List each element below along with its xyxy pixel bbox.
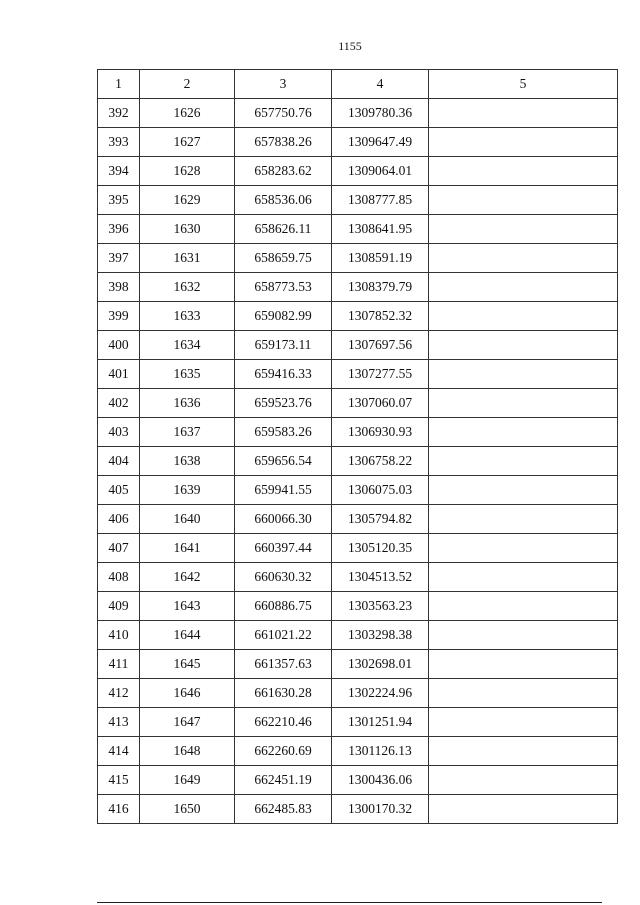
row-number-cell: 401	[98, 360, 140, 389]
row-number-cell: 408	[98, 563, 140, 592]
note-cell	[429, 737, 618, 766]
point-number-cell: 1637	[140, 418, 235, 447]
note-cell	[429, 389, 618, 418]
note-cell	[429, 186, 618, 215]
point-number-cell: 1650	[140, 795, 235, 824]
row-number-cell: 413	[98, 708, 140, 737]
header-cell-2: 2	[140, 70, 235, 99]
point-number-cell: 1648	[140, 737, 235, 766]
point-number-cell: 1641	[140, 534, 235, 563]
point-number-cell: 1639	[140, 476, 235, 505]
table-row	[98, 766, 618, 795]
table-row	[98, 157, 618, 186]
row-number-cell: 396	[98, 215, 140, 244]
coordinate-y-cell: 1308591.19	[332, 244, 429, 273]
point-number-cell: 1626	[140, 99, 235, 128]
row-number-cell: 410	[98, 621, 140, 650]
point-number-cell: 1631	[140, 244, 235, 273]
coordinate-y-cell: 1302224.96	[332, 679, 429, 708]
coordinate-x-cell: 658626.11	[235, 215, 332, 244]
table-row	[98, 592, 618, 621]
row-number-cell: 406	[98, 505, 140, 534]
coordinate-x-cell: 660886.75	[235, 592, 332, 621]
note-cell	[429, 766, 618, 795]
coordinate-x-cell: 659941.55	[235, 476, 332, 505]
table-row	[98, 795, 618, 824]
note-cell	[429, 650, 618, 679]
coordinate-x-cell: 658659.75	[235, 244, 332, 273]
coordinate-y-cell: 1309064.01	[332, 157, 429, 186]
table-row	[98, 563, 618, 592]
table-row	[98, 302, 618, 331]
coordinate-y-cell: 1306930.93	[332, 418, 429, 447]
coordinate-x-cell: 659523.76	[235, 389, 332, 418]
coordinate-x-cell: 657838.26	[235, 128, 332, 157]
note-cell	[429, 418, 618, 447]
note-cell	[429, 534, 618, 563]
coordinate-y-cell: 1304513.52	[332, 563, 429, 592]
point-number-cell: 1632	[140, 273, 235, 302]
note-cell	[429, 273, 618, 302]
coordinate-x-cell: 662451.19	[235, 766, 332, 795]
note-cell	[429, 476, 618, 505]
row-number-cell: 405	[98, 476, 140, 505]
coordinate-y-cell: 1302698.01	[332, 650, 429, 679]
table-row	[98, 389, 618, 418]
note-cell	[429, 128, 618, 157]
note-cell	[429, 708, 618, 737]
point-number-cell: 1647	[140, 708, 235, 737]
table-row	[98, 447, 618, 476]
point-number-cell: 1634	[140, 331, 235, 360]
table-row	[98, 679, 618, 708]
coordinate-x-cell: 658536.06	[235, 186, 332, 215]
point-number-cell: 1628	[140, 157, 235, 186]
row-number-cell: 407	[98, 534, 140, 563]
table-row	[98, 331, 618, 360]
row-number-cell: 398	[98, 273, 140, 302]
coordinate-y-cell: 1309647.49	[332, 128, 429, 157]
note-cell	[429, 99, 618, 128]
coordinate-y-cell: 1305794.82	[332, 505, 429, 534]
coordinate-y-cell: 1300436.06	[332, 766, 429, 795]
coordinate-x-cell: 661630.28	[235, 679, 332, 708]
row-number-cell: 395	[98, 186, 140, 215]
row-number-cell: 409	[98, 592, 140, 621]
table-row	[98, 418, 618, 447]
table-row	[98, 621, 618, 650]
table-row	[98, 186, 618, 215]
note-cell	[429, 157, 618, 186]
table-row	[98, 650, 618, 679]
note-cell	[429, 302, 618, 331]
table-row	[98, 360, 618, 389]
table-row	[98, 273, 618, 302]
coordinate-y-cell: 1306758.22	[332, 447, 429, 476]
coordinate-y-cell: 1300170.32	[332, 795, 429, 824]
point-number-cell: 1644	[140, 621, 235, 650]
table-row	[98, 128, 618, 157]
coordinate-y-cell: 1308379.79	[332, 273, 429, 302]
coordinate-y-cell: 1301251.94	[332, 708, 429, 737]
row-number-cell: 404	[98, 447, 140, 476]
coordinate-y-cell: 1303563.23	[332, 592, 429, 621]
row-number-cell: 414	[98, 737, 140, 766]
point-number-cell: 1629	[140, 186, 235, 215]
coordinate-x-cell: 660066.30	[235, 505, 332, 534]
coordinates-table	[97, 69, 618, 824]
note-cell	[429, 331, 618, 360]
coordinate-y-cell: 1305120.35	[332, 534, 429, 563]
header-cell-3: 3	[235, 70, 332, 99]
coordinate-y-cell: 1306075.03	[332, 476, 429, 505]
table-row	[98, 708, 618, 737]
coordinate-y-cell: 1308641.95	[332, 215, 429, 244]
coordinate-y-cell: 1308777.85	[332, 186, 429, 215]
coordinate-x-cell: 662210.46	[235, 708, 332, 737]
coordinate-y-cell: 1301126.13	[332, 737, 429, 766]
coordinate-x-cell: 661357.63	[235, 650, 332, 679]
note-cell	[429, 244, 618, 273]
row-number-cell: 412	[98, 679, 140, 708]
coordinate-x-cell: 658283.62	[235, 157, 332, 186]
point-number-cell: 1636	[140, 389, 235, 418]
coordinate-x-cell: 659082.99	[235, 302, 332, 331]
coordinate-x-cell: 659656.54	[235, 447, 332, 476]
table-row	[98, 244, 618, 273]
footer-rule	[97, 902, 602, 903]
point-number-cell: 1649	[140, 766, 235, 795]
point-number-cell: 1638	[140, 447, 235, 476]
row-number-cell: 394	[98, 157, 140, 186]
coordinate-x-cell: 661021.22	[235, 621, 332, 650]
row-number-cell: 411	[98, 650, 140, 679]
page-number: 1155	[338, 39, 362, 53]
row-number-cell: 402	[98, 389, 140, 418]
coordinate-x-cell: 659583.26	[235, 418, 332, 447]
coordinate-x-cell: 660630.32	[235, 563, 332, 592]
note-cell	[429, 795, 618, 824]
table-row	[98, 534, 618, 563]
point-number-cell: 1627	[140, 128, 235, 157]
coordinate-y-cell: 1307697.56	[332, 331, 429, 360]
table-row	[98, 215, 618, 244]
row-number-cell: 399	[98, 302, 140, 331]
table-header	[98, 70, 618, 99]
note-cell	[429, 592, 618, 621]
coordinate-x-cell: 659416.33	[235, 360, 332, 389]
table-row	[98, 99, 618, 128]
table-row	[98, 505, 618, 534]
point-number-cell: 1635	[140, 360, 235, 389]
point-number-cell: 1646	[140, 679, 235, 708]
note-cell	[429, 215, 618, 244]
point-number-cell: 1642	[140, 563, 235, 592]
row-number-cell: 392	[98, 99, 140, 128]
coordinate-y-cell: 1307060.07	[332, 389, 429, 418]
point-number-cell: 1643	[140, 592, 235, 621]
coordinate-y-cell: 1309780.36	[332, 99, 429, 128]
point-number-cell: 1645	[140, 650, 235, 679]
coordinate-x-cell: 660397.44	[235, 534, 332, 563]
row-number-cell: 416	[98, 795, 140, 824]
row-number-cell: 415	[98, 766, 140, 795]
row-number-cell: 393	[98, 128, 140, 157]
note-cell	[429, 563, 618, 592]
row-number-cell: 403	[98, 418, 140, 447]
header-cell-4: 4	[332, 70, 429, 99]
table-row	[98, 737, 618, 766]
row-number-cell: 397	[98, 244, 140, 273]
table-row	[98, 476, 618, 505]
table-body	[98, 99, 618, 824]
note-cell	[429, 679, 618, 708]
coordinate-x-cell: 657750.76	[235, 99, 332, 128]
header-cell-1: 1	[98, 70, 140, 99]
header-cell-5: 5	[429, 70, 618, 99]
point-number-cell: 1630	[140, 215, 235, 244]
point-number-cell: 1640	[140, 505, 235, 534]
row-number-cell: 400	[98, 331, 140, 360]
coordinate-y-cell: 1307277.55	[332, 360, 429, 389]
coordinate-x-cell: 662260.69	[235, 737, 332, 766]
coordinate-x-cell: 662485.83	[235, 795, 332, 824]
coordinate-y-cell: 1307852.32	[332, 302, 429, 331]
note-cell	[429, 505, 618, 534]
point-number-cell: 1633	[140, 302, 235, 331]
coordinate-y-cell: 1303298.38	[332, 621, 429, 650]
header-row	[98, 70, 618, 99]
note-cell	[429, 447, 618, 476]
coordinate-x-cell: 659173.11	[235, 331, 332, 360]
note-cell	[429, 360, 618, 389]
note-cell	[429, 621, 618, 650]
coordinate-x-cell: 658773.53	[235, 273, 332, 302]
